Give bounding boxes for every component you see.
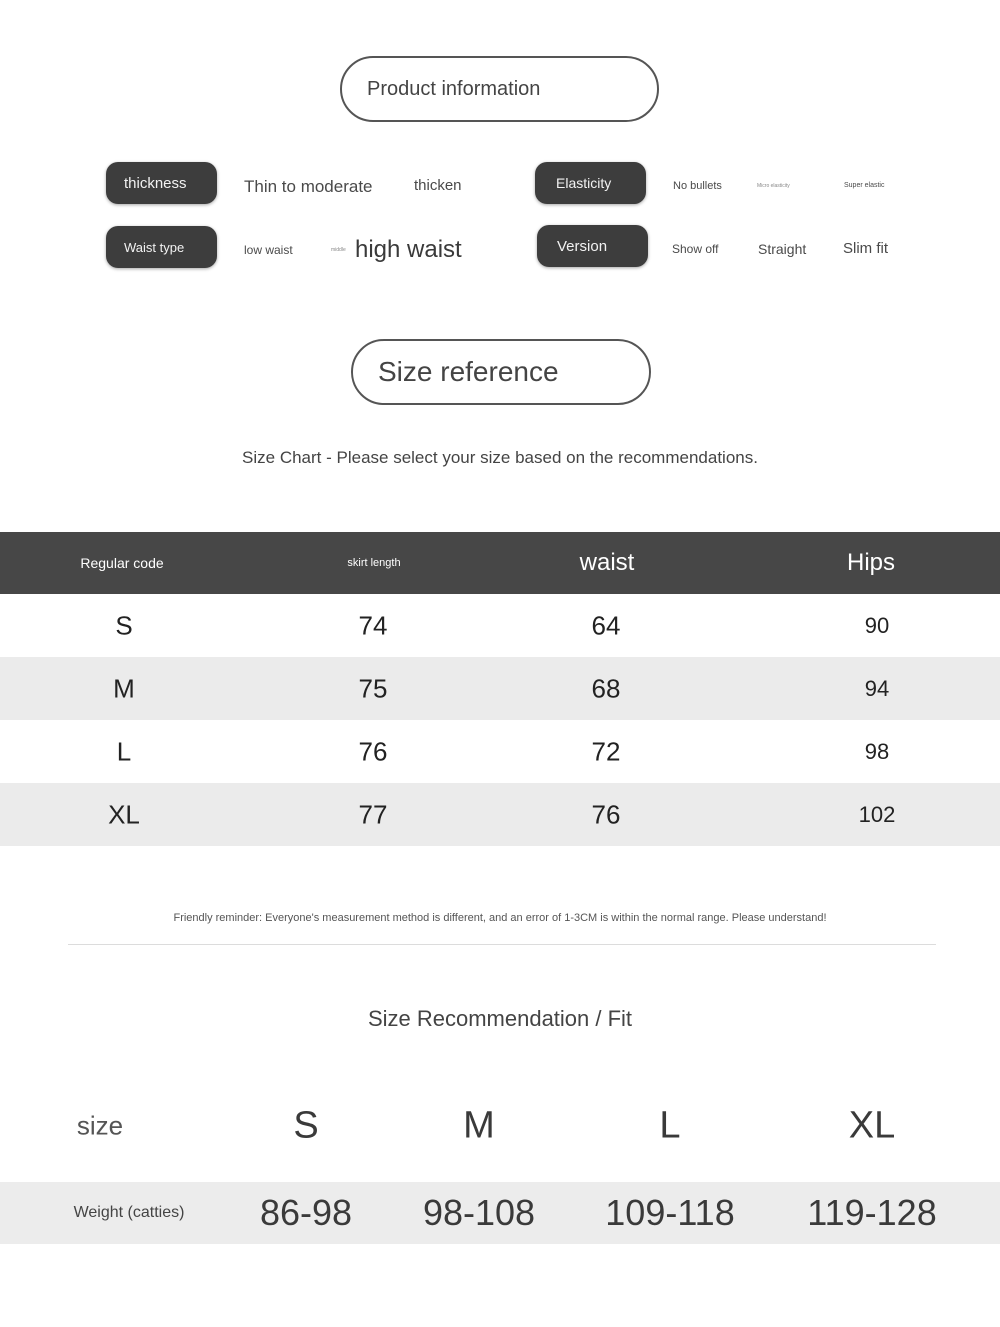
cell-size: M [113,673,135,703]
table-row [0,594,1000,657]
version-tag [537,225,648,267]
rec-weight: 109-118 [605,1192,735,1233]
size-chart-subtitle: Size Chart - Please select your size based on the recommendations. [242,448,758,467]
size-chart-table [0,532,1000,846]
header-regular-code: Regular code [80,555,164,571]
header-skirt-length: skirt length [347,557,401,569]
cell-size: L [116,736,132,766]
product-information-title-text: Product information [367,77,541,100]
cell-size: S [115,610,133,640]
cell-hips: 90 [864,612,890,638]
cell-waist: 64 [591,610,621,640]
header-hips: Hips [846,549,896,576]
cell-waist: 76 [591,799,621,829]
size-reference-title-text: Size reference [378,356,559,387]
size-row-label: size [76,1110,124,1141]
thickness-tag [106,162,217,204]
recommendation-size-row [0,1094,1000,1158]
friendly-reminder: Friendly reminder: Everyone's measurement method is different, and an error of 1-3CM is within the normal range. Please understand! [173,912,827,924]
table-row [0,720,1000,783]
version-option-straight: Straight [758,241,807,257]
size-reference-title [351,339,651,405]
cell-waist: 72 [591,736,621,766]
rec-weight: 86-98 [259,1192,353,1233]
rec-weight: 98-108 [422,1192,536,1233]
thickness-label: thickness [124,174,187,192]
cell-size: XL [108,799,140,829]
version-label: Version [557,237,608,255]
waist-option-low: low waist [244,243,293,257]
cell-waist: 68 [591,673,621,703]
rec-weight: 119-128 [807,1192,937,1233]
rec-size: S [293,1104,319,1147]
header-waist: waist [579,549,635,576]
thickness-option-thicken: thicken [414,177,462,194]
cell-skirt-length: 76 [358,736,388,766]
rec-size: M [463,1104,495,1147]
version-option-slim-fit: Slim fit [843,240,888,257]
waist-option-high: high waist [355,236,462,263]
waist-type-tag [106,226,217,268]
waist-type-label: Waist type [124,239,185,255]
rec-size: L [659,1104,681,1147]
elasticity-option-micro: Micro elasticity [757,183,790,189]
rec-size: XL [848,1104,896,1147]
waist-option-middle: middle [331,247,346,253]
elasticity-label: Elasticity [556,175,612,191]
product-information-title [340,56,659,122]
cell-skirt-length: 75 [358,673,388,703]
size-chart-header-row [0,532,1000,594]
thickness-option-thin: Thin to moderate [244,177,373,196]
table-row [0,657,1000,720]
cell-skirt-length: 74 [358,610,388,640]
elasticity-option-super: Super elastic [844,182,885,189]
weight-row-label: Weight (catties) [73,1204,185,1221]
table-row [0,783,1000,846]
version-option-show-off: Show off [672,242,719,256]
cell-hips: 94 [864,675,890,701]
cell-hips: 102 [858,801,896,827]
cell-hips: 98 [864,738,890,764]
cell-skirt-length: 77 [358,799,388,829]
elasticity-option-none: No bullets [673,180,722,192]
elasticity-tag [535,162,646,204]
divider [68,944,936,945]
size-recommendation-title: Size Recommendation / Fit [367,1006,633,1031]
recommendation-weight-row [0,1182,1000,1244]
